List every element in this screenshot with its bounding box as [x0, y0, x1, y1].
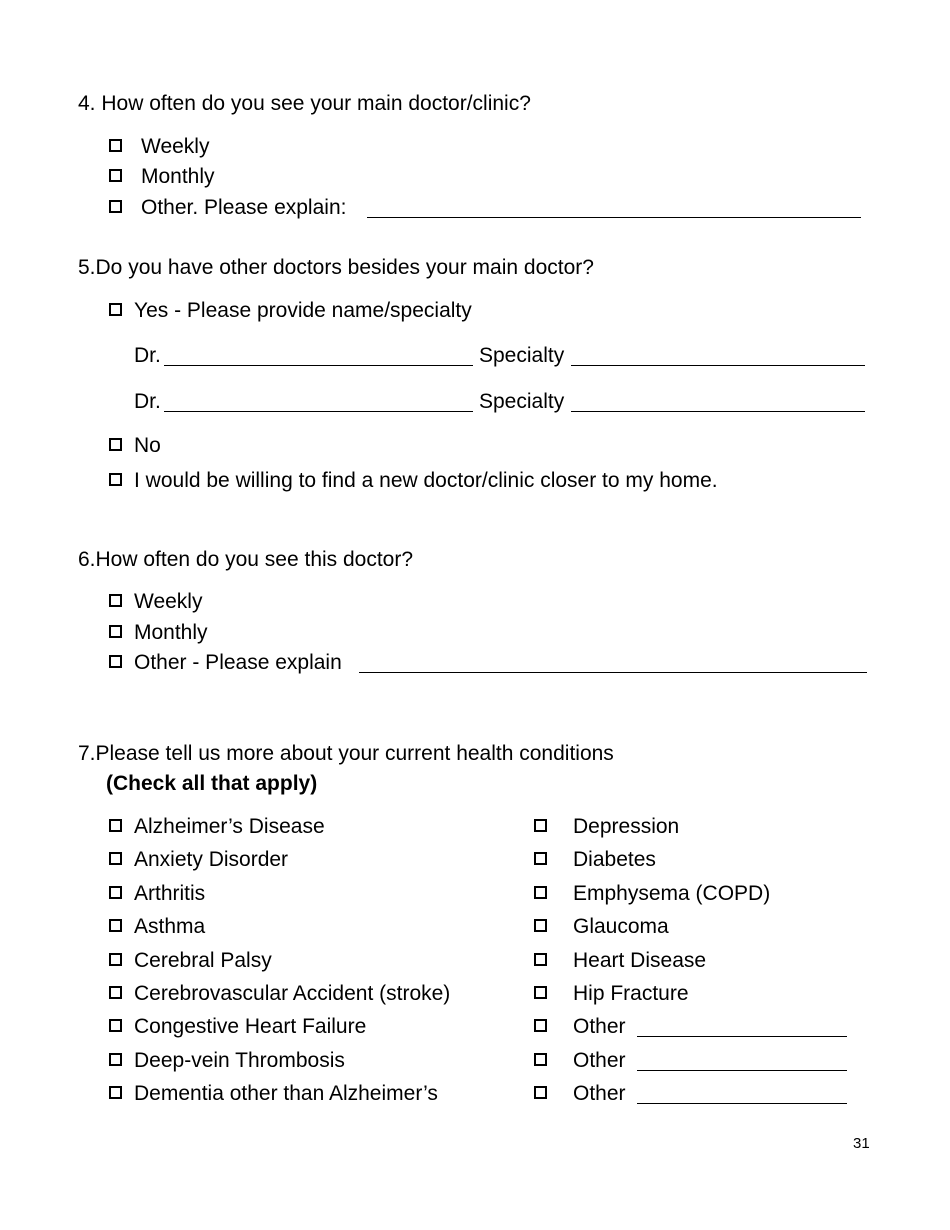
condition-label: Congestive Heart Failure [134, 1015, 367, 1038]
q6-weekly-label: Weekly [134, 590, 203, 613]
q6-monthly-checkbox[interactable] [109, 625, 122, 638]
question-5-text: 5.Do you have other doctors besides your main doctor? [78, 256, 594, 279]
q4-other-explain-field[interactable] [367, 217, 861, 218]
q4-weekly-checkbox[interactable] [109, 139, 122, 152]
q6-other-label: Other - Please explain [134, 651, 342, 674]
condition-checkbox-other-2[interactable] [534, 1053, 547, 1066]
q5-yes-label: Yes - Please provide name/specialty [134, 299, 472, 322]
q5-specialty-field-1[interactable] [571, 365, 865, 366]
condition-other-field-1[interactable] [637, 1036, 847, 1037]
condition-checkbox-chf[interactable] [109, 1019, 122, 1032]
q5-specialty-label-1: Specialty [479, 344, 565, 367]
q5-doctor-name-field-1[interactable] [164, 365, 473, 366]
question-6-text: 6.How often do you see this doctor? [78, 548, 414, 571]
q6-weekly-checkbox[interactable] [109, 594, 122, 607]
condition-checkbox-arthritis[interactable] [109, 886, 122, 899]
q6-monthly-label: Monthly [134, 621, 208, 644]
condition-label: Hip Fracture [573, 982, 689, 1005]
condition-label: Asthma [134, 915, 206, 938]
condition-checkbox-cerebral-palsy[interactable] [109, 953, 122, 966]
condition-checkbox-glaucoma[interactable] [534, 919, 547, 932]
condition-checkbox-dvt[interactable] [109, 1053, 122, 1066]
condition-label: Cerebral Palsy [134, 949, 272, 972]
condition-label: Other [573, 1082, 626, 1105]
condition-label: Deep-vein Thrombosis [134, 1049, 345, 1072]
condition-label: Emphysema (COPD) [573, 882, 771, 905]
condition-label: Other [573, 1049, 626, 1072]
q5-no-checkbox[interactable] [109, 438, 122, 451]
q5-willing-checkbox[interactable] [109, 473, 122, 486]
q4-other-label: Other. Please explain: [141, 196, 347, 219]
condition-label: Diabetes [573, 848, 656, 871]
q6-other-explain-field[interactable] [359, 672, 867, 673]
condition-checkbox-diabetes[interactable] [534, 852, 547, 865]
q5-doctor-name-field-2[interactable] [164, 411, 473, 412]
condition-label: Dementia other than Alzheimer’s [134, 1082, 438, 1105]
condition-checkbox-asthma[interactable] [109, 919, 122, 932]
condition-other-field-2[interactable] [637, 1070, 847, 1071]
condition-label: Glaucoma [573, 915, 669, 938]
condition-label: Cerebrovascular Accident (stroke) [134, 982, 451, 1005]
q5-yes-checkbox[interactable] [109, 303, 122, 316]
condition-label: Alzheimer’s Disease [134, 815, 325, 838]
condition-checkbox-heart-disease[interactable] [534, 953, 547, 966]
condition-label: Depression [573, 815, 680, 838]
q5-no-label: No [134, 434, 161, 457]
condition-checkbox-dementia[interactable] [109, 1086, 122, 1099]
condition-label: Anxiety Disorder [134, 848, 289, 871]
question-4-text: 4. How often do you see your main doctor/clinic? [78, 92, 531, 115]
page-number: 31 [853, 1135, 870, 1152]
q5-dr-label-1: Dr. [134, 344, 161, 367]
q4-weekly-label: Weekly [141, 135, 210, 158]
condition-checkbox-other-3[interactable] [534, 1086, 547, 1099]
q5-willing-label: I would be willing to find a new doctor/clinic closer to my home. [134, 469, 718, 492]
condition-checkbox-anxiety[interactable] [109, 852, 122, 865]
condition-label: Heart Disease [573, 949, 707, 972]
condition-label: Other [573, 1015, 626, 1038]
condition-checkbox-other-1[interactable] [534, 1019, 547, 1032]
condition-checkbox-depression[interactable] [534, 819, 547, 832]
q5-dr-label-2: Dr. [134, 390, 161, 413]
condition-checkbox-stroke[interactable] [109, 986, 122, 999]
q6-other-checkbox[interactable] [109, 655, 122, 668]
condition-label: Arthritis [134, 882, 206, 905]
q7-instruction: (Check all that apply) [106, 772, 318, 795]
q5-specialty-label-2: Specialty [479, 390, 565, 413]
condition-other-field-3[interactable] [637, 1103, 847, 1104]
condition-checkbox-alzheimers[interactable] [109, 819, 122, 832]
q4-monthly-checkbox[interactable] [109, 169, 122, 182]
q4-monthly-label: Monthly [141, 165, 215, 188]
q5-specialty-field-2[interactable] [571, 411, 865, 412]
question-7-text: 7.Please tell us more about your current health conditions [78, 742, 614, 765]
condition-checkbox-hip-fracture[interactable] [534, 986, 547, 999]
q4-other-checkbox[interactable] [109, 200, 122, 213]
condition-checkbox-copd[interactable] [534, 886, 547, 899]
